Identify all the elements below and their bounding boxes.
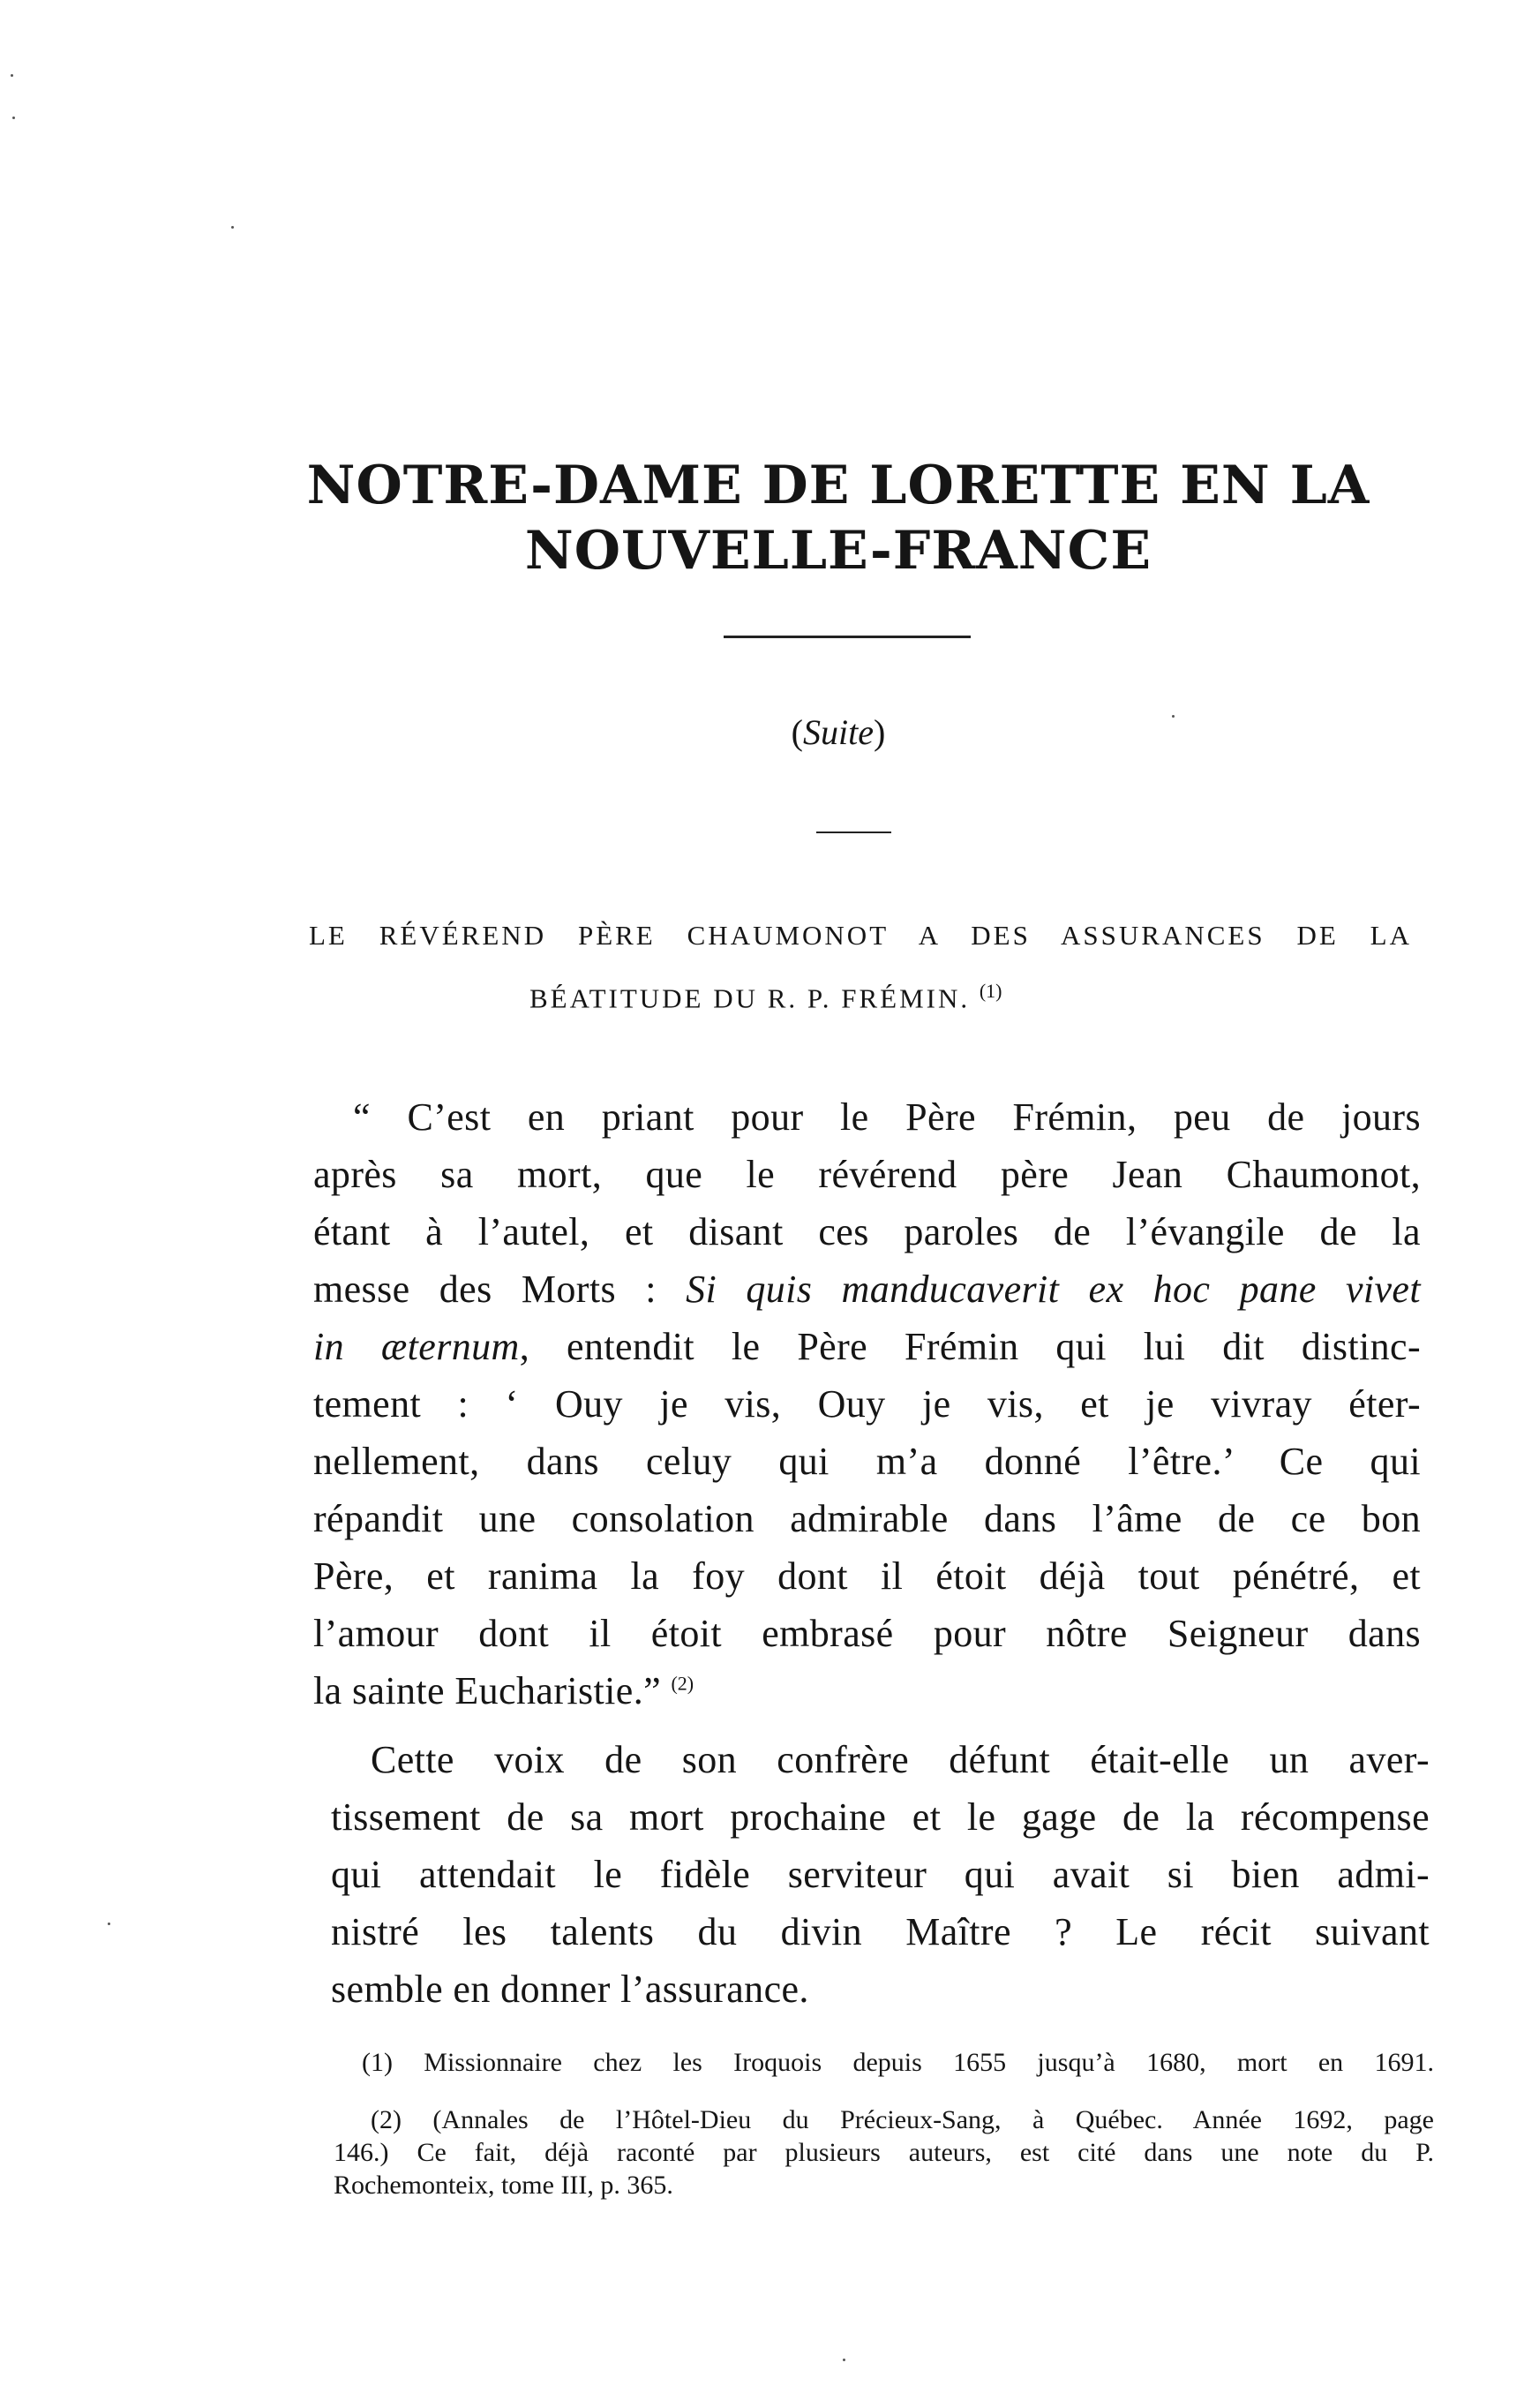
paragraph-2-line: qui attendait le fidèle serviteur qui avait si bien admi-: [331, 1853, 1430, 1896]
footnote-2-line: 146.) Ce fait, déjà raconté par plusieurs auteurs, est cité dans une note du P.: [334, 2138, 1434, 2167]
scan-speck: [11, 74, 13, 77]
footnote-2-line: (2) (Annales de l’Hôtel-Dieu du Précieux-Sang, à Québec. Année 1692, page: [371, 2105, 1434, 2134]
paragraph-2-line: tissement de sa mort prochaine et le gage de la récompense: [331, 1795, 1430, 1839]
section-heading-line-1: LE RÉVÉREND PÈRE CHAUMONOT A DES ASSURANCES DE LA: [309, 920, 1412, 951]
paragraph-1-line: répandit une consolation admirable dans l’âme de ce bon: [313, 1497, 1421, 1540]
paragraph-1-line: “ C’est en priant pour le Père Frémin, peu de jours: [353, 1095, 1421, 1139]
paragraph-1-line: nellement, dans celuy qui m’a donné l’être.’ Ce qui: [313, 1440, 1421, 1483]
paragraph-2-line: nistré les talents du divin Maître ? Le récit suivant: [331, 1910, 1430, 1953]
latin-quote: Si quis manducaverit ex hoc pane vivet: [686, 1268, 1421, 1311]
paragraph-1-line: après sa mort, que le révérend père Jean Chaumonot,: [313, 1153, 1421, 1196]
scan-speck: [108, 1923, 110, 1925]
article-title-line-1: NOTRE-DAME DE LORETTE EN LA: [306, 455, 1370, 516]
paragraph-1-line: l’amour dont il étoit embrasé pour nôtre Seigneur dans: [313, 1612, 1421, 1655]
footnote-1: (1) Missionnaire chez les Iroquois depuis 1655 jusqu’à 1680, mort en 1691.: [362, 2048, 1434, 2077]
section-rule: [816, 832, 891, 833]
paragraph-1-line: in æternum, entendit le Père Frémin qui lui dit distinc-: [313, 1325, 1421, 1368]
paragraph-1-line: étant à l’autel, et disant ces paroles de l’évangile de la: [313, 1210, 1421, 1253]
scan-speck: [231, 226, 234, 229]
continuation-label: (Suite): [791, 712, 886, 752]
paragraph-2-line: Cette voix de son confrère défunt était-elle un aver-: [371, 1738, 1430, 1781]
footnote-ref-2: (2): [671, 1672, 694, 1695]
paragraph-1-line: Père, et ranima la foy dont il étoit déjà tout pénétré, et: [313, 1554, 1421, 1598]
paragraph-1-line: tement : ‘ Ouy je vis, Ouy je vis, et je vivray éter-: [313, 1382, 1421, 1426]
suite-word: Suite: [803, 712, 874, 752]
footnote-ref-1: (1): [979, 980, 1002, 1002]
paragraph-1-line: la sainte Eucharistie.” $^{(2)}$: [313, 1669, 694, 1712]
footnote-2-line: Rochemonteix, tome III, p. 365.: [334, 2171, 673, 2200]
article-title-line-2: NOUVELLE-FRANCE: [524, 520, 1152, 582]
latin-quote: in æternum: [313, 1325, 520, 1368]
title-rule: [724, 636, 971, 638]
paragraph-1-line: messe des Morts : Si quis manducaverit ex hoc pane vivet: [313, 1268, 1421, 1311]
scan-speck: [843, 2359, 845, 2361]
paragraph-2-line: semble en donner l’assurance.: [331, 1968, 809, 2011]
section-heading-line-2: BÉATITUDE DU R. P. FRÉMIN. $^{(1)}$: [529, 980, 1002, 1014]
scan-speck: [12, 117, 15, 119]
